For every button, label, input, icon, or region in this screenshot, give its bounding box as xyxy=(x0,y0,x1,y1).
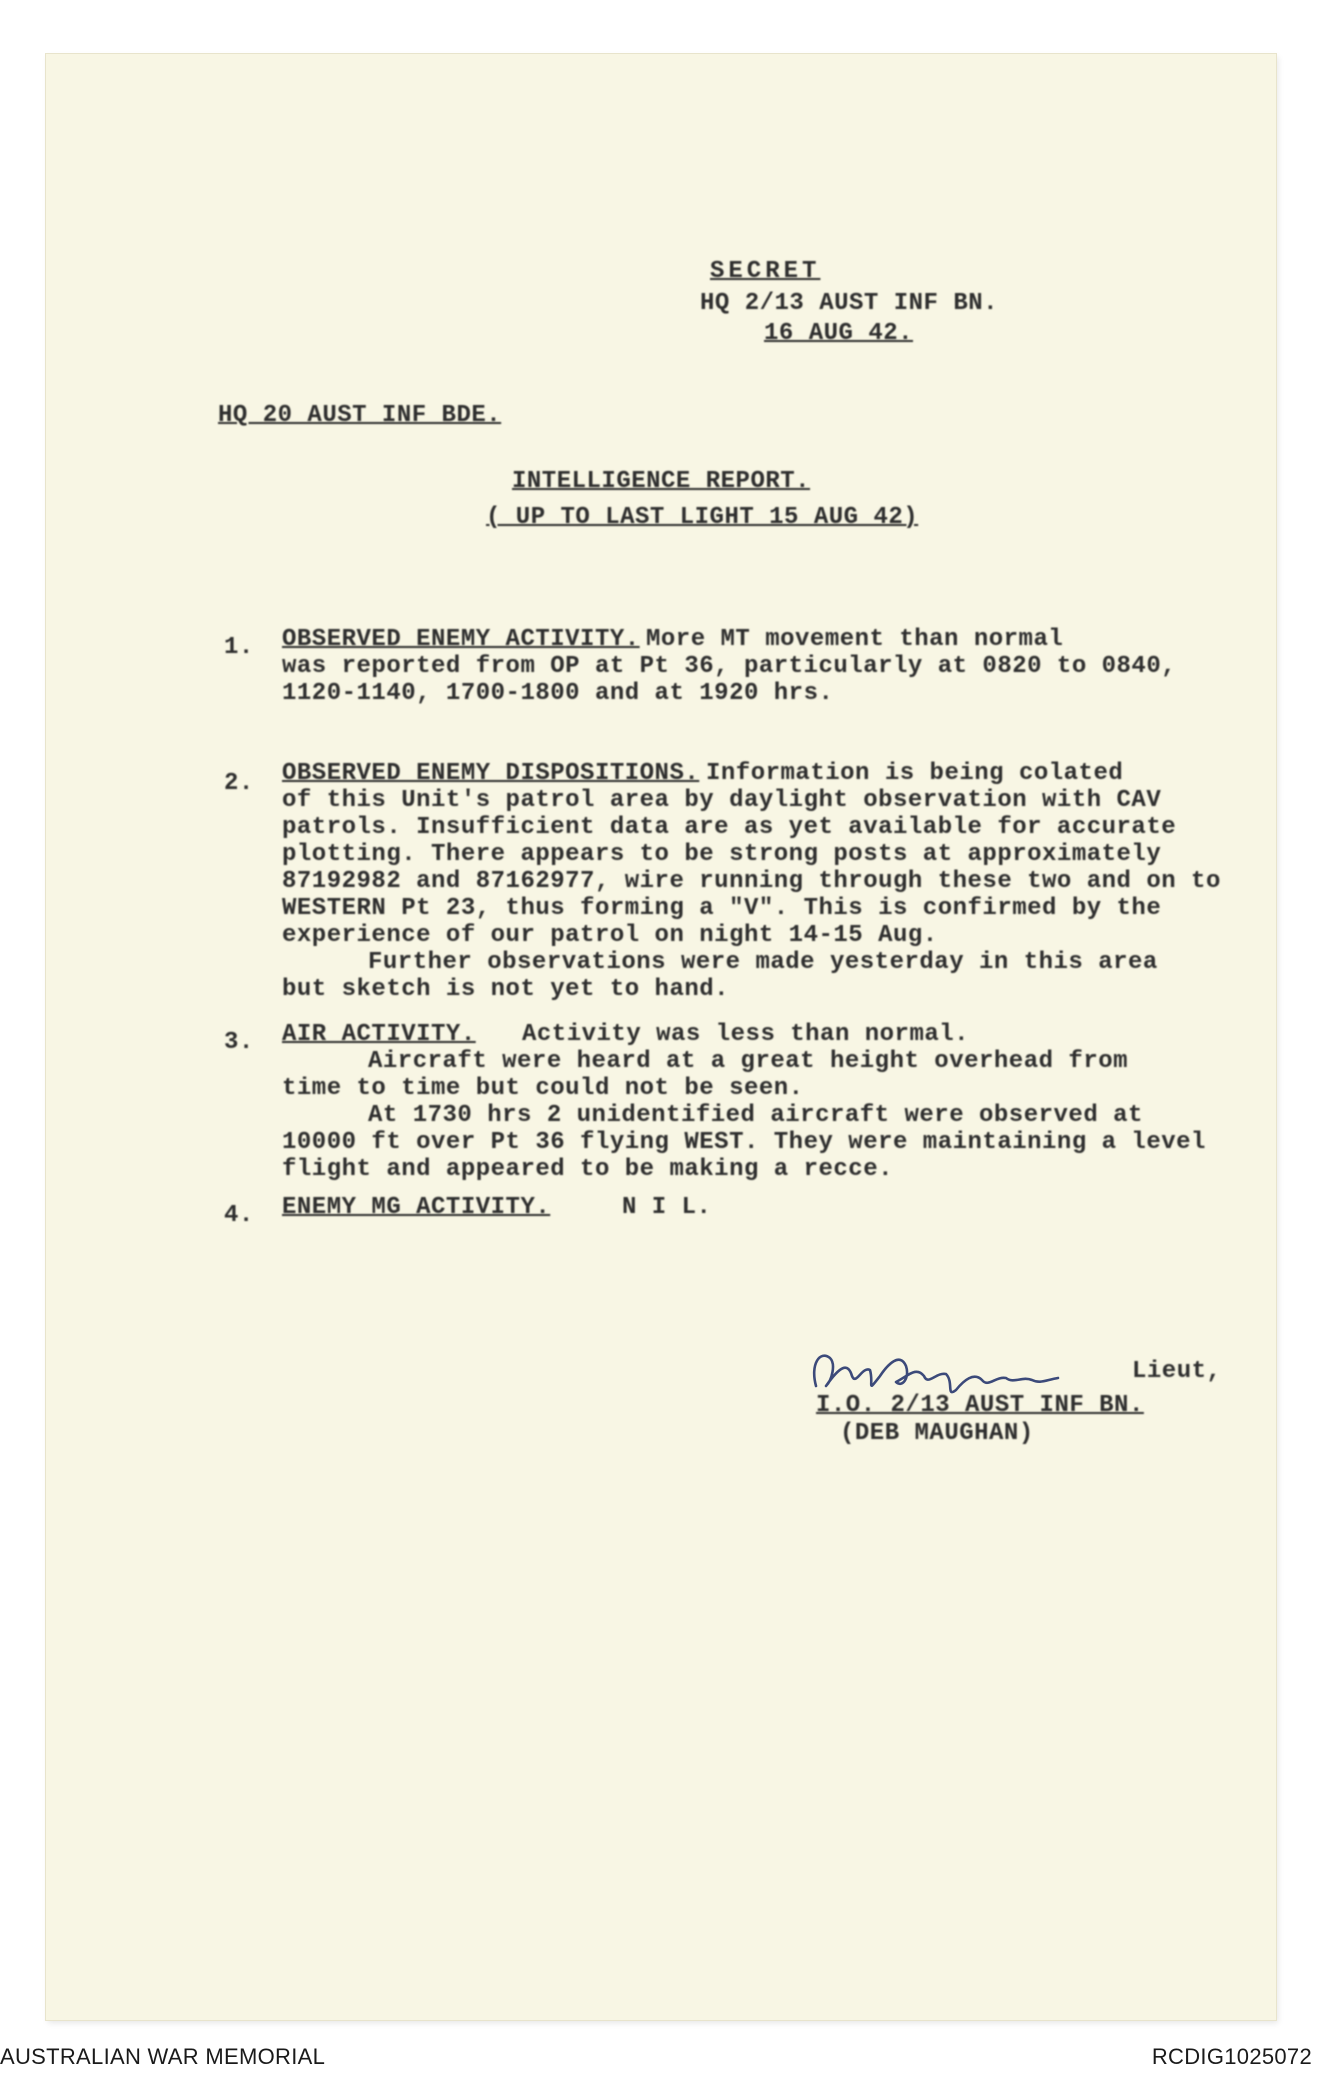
unit-header: HQ 2/13 AUST INF BN. xyxy=(700,290,999,317)
item-number: 4. xyxy=(224,1202,254,1229)
item-number: 3. xyxy=(224,1029,254,1056)
item-3-body: Aircraft were heard at a great height overhead from time to time but could not be seen. At 1730 hrs 2 unidentified aircraft were observed at 10000 ft over Pt 36 flying WEST. They were maintaining a level flight and appeared to be making a recce. xyxy=(282,1048,1206,1183)
signature-position: I.O. 2/13 AUST INF BN. xyxy=(816,1392,1144,1419)
item-2-body: of this Unit's patrol area by daylight observation with CAV patrols. Insufficient data are as yet available for accurate plotting. There appears to be strong posts at approximately 87192982 and 87162977, wire running through these two and on to WESTERN Pt 23, thus forming a "V". This is confirmed by the experience of our patrol on night 14-15 Aug. Further observations were made yesterday in this area but sketch is not yet to hand. xyxy=(282,787,1221,1003)
item-heading: OBSERVED ENEMY ACTIVITY. xyxy=(282,626,640,653)
addressee: HQ 20 AUST INF BDE. xyxy=(218,402,502,429)
item-heading: AIR ACTIVITY. xyxy=(282,1021,476,1048)
item-4-body: N I L. xyxy=(622,1194,712,1221)
report-subtitle: ( UP TO LAST LIGHT 15 AUG 42) xyxy=(486,504,919,531)
item-heading: ENEMY MG ACTIVITY. xyxy=(282,1194,551,1221)
report-title: INTELLIGENCE REPORT. xyxy=(512,468,811,495)
item-1-first-line: More MT movement than normal xyxy=(646,626,1064,653)
item-heading: OBSERVED ENEMY DISPOSITIONS. xyxy=(282,760,700,787)
signature-rank: Lieut, xyxy=(1132,1358,1222,1385)
signature-name: (DEB MAUGHAN) xyxy=(840,1420,1034,1447)
item-number: 2. xyxy=(224,770,254,797)
footer-archive-name: AUSTRALIAN WAR MEMORIAL xyxy=(0,2044,326,2069)
document-page xyxy=(46,54,1276,2020)
classification-marking: SECRET xyxy=(710,258,821,285)
item-1-body: was reported from OP at Pt 36, particularly at 0820 to 0840, 1120-1140, 1700-1800 and at 1920 hrs. xyxy=(282,653,1177,707)
item-2-first-line: Information is being colated xyxy=(706,760,1124,787)
footer-record-id: RCDIG1025072 xyxy=(1151,2044,1312,2069)
report-date: 16 AUG 42. xyxy=(764,320,914,347)
item-number: 1. xyxy=(224,634,254,661)
item-3-first-line: Activity was less than normal. xyxy=(522,1021,970,1048)
